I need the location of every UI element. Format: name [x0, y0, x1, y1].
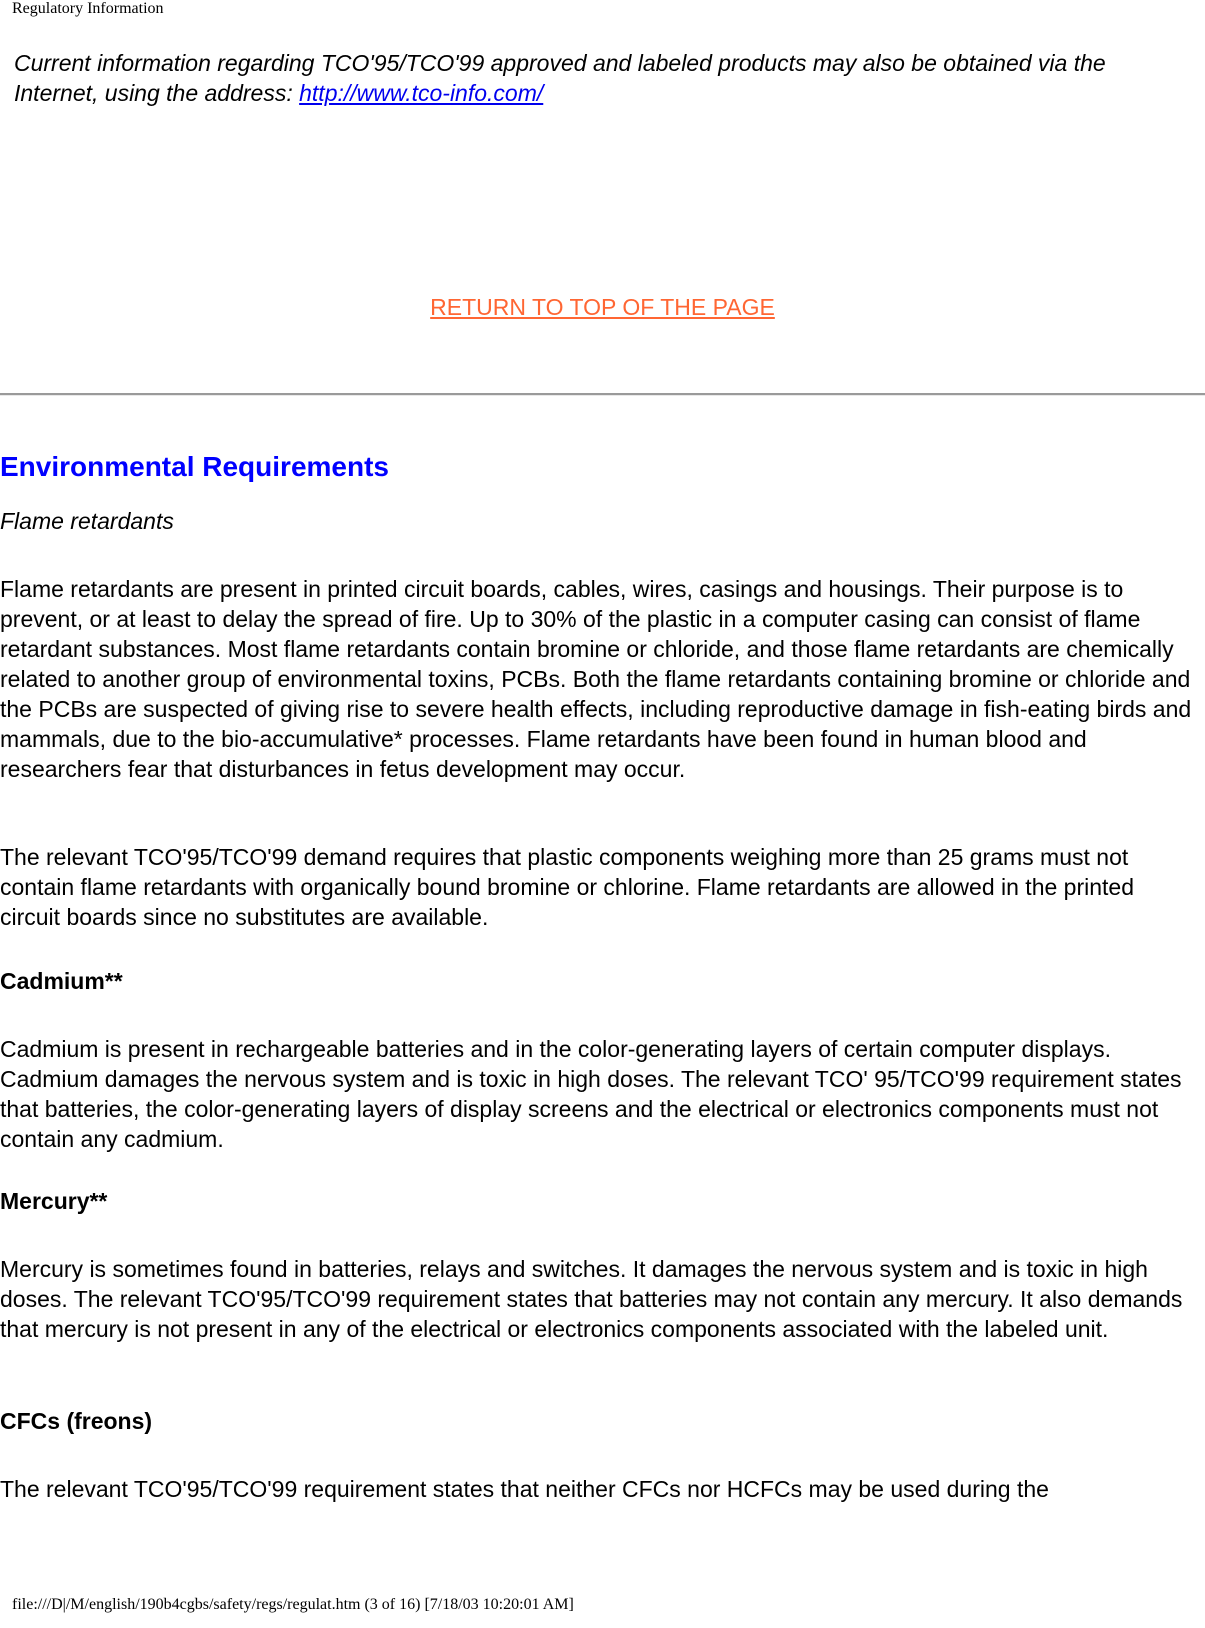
- cfcs-paragraph: The relevant TCO'95/TCO'99 requirement states that neither CFCs nor HCFCs may be used during the: [0, 1476, 1049, 1502]
- mercury-paragraph: Mercury is sometimes found in batteries, relays and switches. It damages the nervous system and is toxic in high doses. The relevant TCO'95/TCO'99 requirement states that batteries may not contain any mercury. It also demands that mercury is not present in any of the electrical or electronics components associated with the labeled unit.: [0, 1256, 1183, 1342]
- footer-file-path: file:///D|/M/english/190b4cgbs/safety/regs/regulat.htm (3 of 16) [7/18/03 10:20:01 AM]: [12, 1596, 574, 1613]
- flame-retardants-paragraph: Flame retardants are present in printed circuit boards, cables, wires, casings and housings. Their purpose is to prevent, or at least to delay the spread of fire. Up to 30% of the plastic in a computer casing can consist of flame retardant substances. Most flame retardants contain bromine or chloride, and those flame retardants are chemically related to another group of environmental toxins, PCBs. Both the flame retardants containing bromine or chloride and the PCBs are suspected of giving rise to severe health effects, including reproductive damage in fish-eating birds and mammals, due to the bio-accumulative* processes. Flame retardants have been found in human blood and researchers fear that disturbances in fetus development may occur.: [0, 576, 1192, 782]
- return-to-top-container: [0, 292, 1205, 322]
- horizontal-divider: [0, 393, 1205, 396]
- return-to-top-link[interactable]: RETURN TO TOP OF THE PAGE: [430, 294, 775, 320]
- cadmium-heading: Cadmium**: [0, 968, 123, 994]
- flame-retardants-subheading: Flame retardants: [0, 508, 174, 534]
- page-header-title: Regulatory Information: [12, 0, 164, 17]
- flame-retardants-requirement-paragraph: The relevant TCO'95/TCO'99 demand requires that plastic components weighing more than 25 grams must not contain flame retardants with organically bound bromine or chlorine. Flame retardants are allowed in the printed circuit boards since no substitutes are available.: [0, 844, 1134, 930]
- environmental-requirements-heading: Environmental Requirements: [0, 451, 389, 482]
- intro-text: Current information regarding TCO'95/TCO'99 approved and labeled products may also be obtained via the Internet, using the address:: [14, 50, 1106, 106]
- cfcs-heading: CFCs (freons): [0, 1408, 153, 1434]
- mercury-heading: Mercury**: [0, 1188, 108, 1214]
- intro-paragraph: [14, 48, 1184, 108]
- tco-info-link[interactable]: http://www.tco-info.com/: [299, 80, 544, 106]
- cadmium-paragraph: Cadmium is present in rechargeable batteries and in the color-generating layers of certain computer displays. Cadmium damages the nervous system and is toxic in high doses. The relevant TCO' 95/TCO'99 requirement states that batteries, the color-generating layers of display screens and the electrical or electronics components must not contain any cadmium.: [0, 1036, 1182, 1152]
